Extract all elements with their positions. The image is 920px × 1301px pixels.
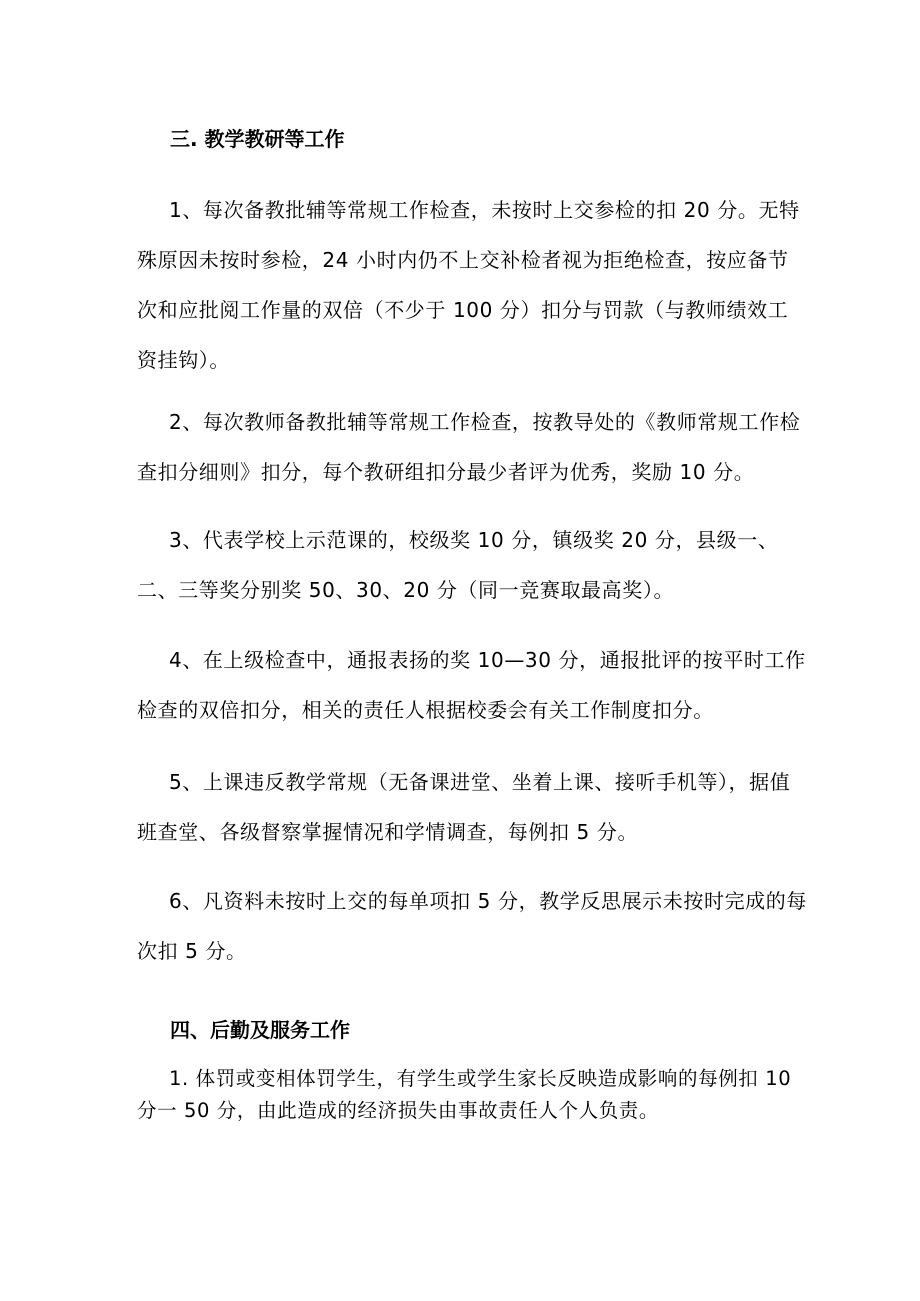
section-3-item-2: 2、每次教师备教批辅等常规工作检查，按教导处的《教师常规工作检查扣分细则》扣分，每个教研组扣分最少者评为优秀，奖励 10 分。	[137, 410, 801, 484]
section-4-item-1: 1. 体罚或变相体罚学生，有学生或学生家长反映造成影响的每例扣 10 分一 50 分，由此造成的经济损失由事故责任人个人负责。	[137, 1067, 792, 1122]
section-3-item-3: 3、代表学校上示范课的，校级奖 10 分，镇级奖 20 分，县级一、二、三等奖分别奖 50、30、20 分（同一竞赛取最高奖）。	[137, 528, 779, 602]
section-3-item-5: 5、上课违反教学常规（无备课进堂、坐着上课、接听手机等），据值班查堂、各级督察掌握情况和学情调查，每例扣 5 分。	[137, 770, 791, 844]
section-3-item-4: 4、在上级检查中，通报表扬的奖 10—30 分，通报批评的按平时工作检查的双倍扣分，相关的责任人根据校委会有关工作制度扣分。	[137, 648, 806, 722]
section-3-heading: 三. 教学教研等工作	[170, 127, 345, 151]
section-3-item-1: 1、每次备教批辅等常规工作检查，未按时上交参检的扣 20 分。无特殊原因未按时参检，24 小时内仍不上交补检者视为拒绝检查，按应备节次和应批阅工作量的双倍（不少于 100 分）扣分与罚款（与教师绩效工资挂钩）。	[137, 198, 800, 372]
section-3-item-6: 6、凡资料未按时上交的每单项扣 5 分，教学反思展示未按时完成的每次扣 5 分。	[137, 889, 807, 963]
section-4-heading: 四、后勤及服务工作	[170, 1018, 350, 1042]
